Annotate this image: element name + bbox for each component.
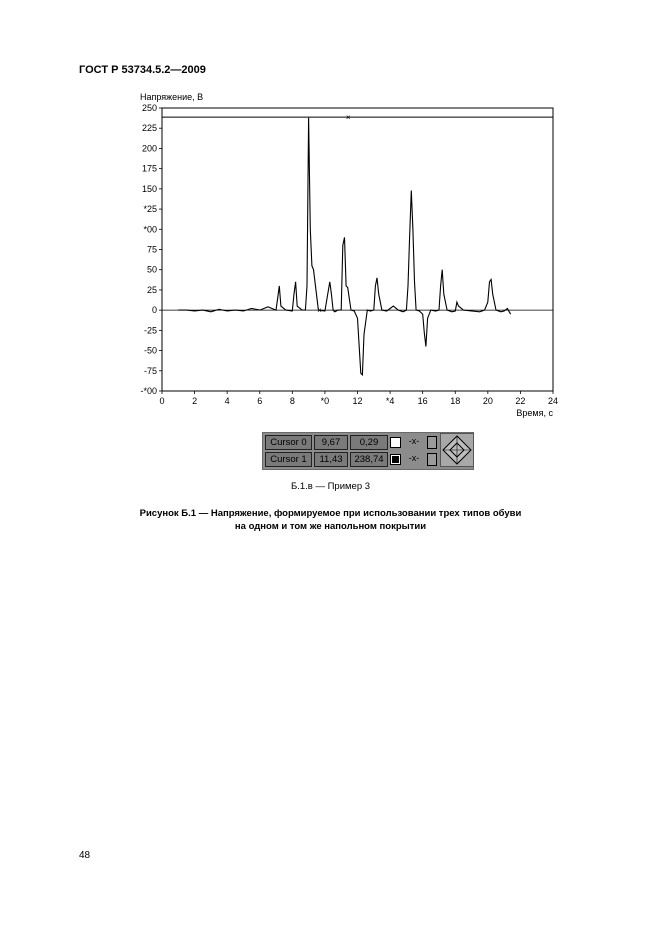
cursor-row-1 [265, 452, 437, 467]
x-tick-label: 6 [257, 396, 263, 406]
diamond-navigation-icon [441, 434, 473, 466]
y-tick-label: *25 [143, 204, 157, 215]
x-tick-label: 18 [450, 396, 461, 406]
cursor-1-color-swatch[interactable] [390, 454, 401, 465]
figure-caption-line-1: Рисунок Б.1 — Напряжение, формируемое при использовании трех типов обуви [139, 508, 522, 519]
y-tick-label: *00 [143, 224, 157, 235]
cursor-1-trash-icon[interactable] [427, 453, 437, 466]
y-tick-label: -*00 [140, 386, 157, 396]
x-tick-label: 24 [547, 396, 559, 406]
x-tick-label: 20 [482, 396, 493, 406]
x-tick-label: 16 [417, 396, 428, 406]
cursor-0-lock-icon[interactable]: -x- [408, 436, 420, 446]
y-tick-label: -50 [143, 345, 157, 356]
y-tick-label: 25 [146, 284, 157, 295]
voltage-chart [120, 85, 570, 425]
cursor-1-marker: × [345, 113, 351, 123]
document-header: ГОСТ Р 53734.5.2—2009 [79, 64, 206, 76]
plot-frame [162, 108, 553, 391]
x-tick-label: 2 [192, 396, 198, 406]
x-tick-label: 22 [515, 396, 526, 406]
figure-caption [0, 507, 661, 533]
y-tick-label: 175 [141, 163, 157, 174]
cursor-1-name[interactable]: Cursor 1 [265, 452, 312, 467]
series-line-0 [178, 118, 510, 375]
y-tick-label: 75 [146, 244, 157, 255]
x-axis-label: Время, с [516, 408, 553, 418]
cursor-0-x: 9,67 [314, 435, 348, 450]
cursor-row-0 [265, 435, 437, 450]
cursor-0-color-swatch[interactable] [390, 437, 401, 448]
y-tick-label: -25 [143, 325, 157, 336]
x-tick-label: *4 [385, 396, 395, 406]
y-tick-label: -75 [143, 365, 157, 376]
figure-caption-line-2: на одном и том же напольном покрытии [234, 521, 427, 532]
y-tick-label: 200 [141, 143, 157, 154]
cursor-0-trash-icon[interactable] [427, 436, 437, 449]
cursor-0-name[interactable]: Cursor 0 [265, 435, 312, 450]
x-tick-label: 12 [352, 396, 363, 406]
y-tick-label: 0 [151, 305, 157, 316]
x-tick-label: 0 [159, 396, 165, 406]
cursor-0-marker: × [317, 305, 322, 315]
x-tick-label: 8 [289, 396, 295, 406]
cursor-0-y: 0,29 [350, 435, 388, 450]
page-number: 48 [79, 850, 91, 861]
y-tick-label: 250 [141, 103, 157, 113]
y-axis-label: Напряжение, В [140, 92, 204, 102]
cursor-1-y: 238,74 [350, 452, 388, 467]
x-tick-label: *0 [320, 396, 330, 406]
chart-svg [120, 85, 570, 425]
cursor-1-x: 11,43 [314, 452, 348, 467]
cursor-navigation-pad[interactable] [440, 433, 474, 467]
x-tick-label: 4 [224, 396, 230, 406]
subfigure-caption: Б.1.в — Пример 3 [290, 481, 371, 492]
y-tick-label: 225 [141, 123, 157, 134]
cursor-1-lock-icon[interactable]: -x- [408, 453, 420, 463]
y-tick-label: 150 [141, 183, 157, 194]
y-tick-label: 50 [146, 264, 157, 275]
